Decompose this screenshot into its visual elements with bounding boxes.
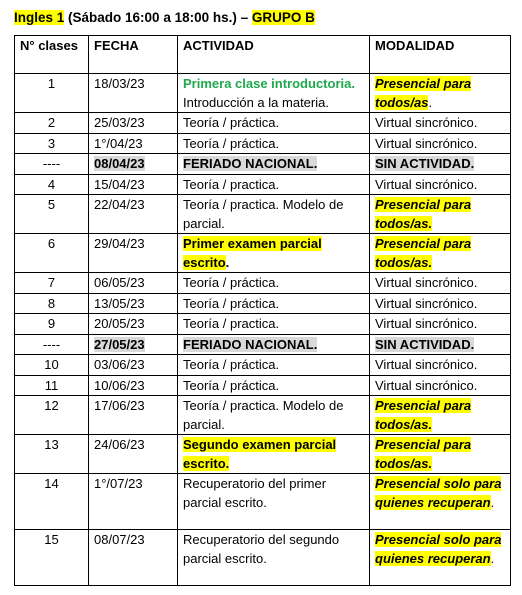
row-actividad: Teoría / práctica. [178,355,370,376]
row-actividad: Teoría / práctica. [178,133,370,154]
row-modalidad [370,396,511,435]
row-actividad [178,154,370,175]
exam-suffix: . [225,254,230,270]
holiday-date: 27/05/23 [94,336,145,352]
row-num: 3 [15,133,89,154]
row-num: 15 [15,530,89,586]
row-fecha: 15/04/23 [89,174,178,195]
row-actividad: Recuperatorio del segundo parcial escrito. [178,530,370,586]
row-fecha: 13/05/23 [89,293,178,314]
table-row [15,474,511,530]
modality-text: Presencial solo para quienes recuperan [375,532,502,566]
modality-text: Presencial solo para quienes recuperan [375,476,502,510]
table-row [15,530,511,586]
table-row [15,396,511,435]
modality-text: Presencial para todos/as. [375,398,472,432]
table-row [15,74,511,113]
row-actividad: Teoría / práctica. [178,113,370,134]
row-num: ---- [15,334,89,355]
row-fecha: 29/04/23 [89,234,178,273]
row-fecha [89,154,178,175]
row-fecha: 1°/07/23 [89,474,178,530]
row-num: 12 [15,396,89,435]
table-row [15,113,511,134]
row-num: ---- [15,154,89,175]
row-fecha: 06/05/23 [89,273,178,294]
modality-suffix: . [490,494,495,510]
row-num: 8 [15,293,89,314]
table-row [15,435,511,474]
holiday-label: FERIADO NACIONAL. [183,156,318,171]
modality-suffix: . [428,94,433,110]
table-row [15,174,511,195]
table-row [15,234,511,273]
modality-text: Presencial para todos/as. [375,437,472,471]
row-modalidad: Virtual sincrónico. [370,273,511,294]
row-num: 4 [15,174,89,195]
header-fecha: FECHA [89,36,178,74]
table-row [15,133,511,154]
header-modalidad: MODALIDAD [370,36,511,74]
row-modalidad: Virtual sincrónico. [370,133,511,154]
row-num: 13 [15,435,89,474]
holiday-modality: SIN ACTIVIDAD. [375,156,475,171]
row-actividad: Teoría / práctica. [178,273,370,294]
row-modalidad: Virtual sincrónico. [370,355,511,376]
row-actividad: Teoría / practica. Modelo de parcial. [178,195,370,234]
modality-text: Presencial para todos/as. [375,236,472,270]
modality-text: Presencial para todos/as. [375,197,472,231]
row-modalidad [370,74,511,113]
course-schedule: (Sábado 16:00 a 18:00 hs.) – [64,10,252,25]
row-num: 6 [15,234,89,273]
row-actividad: Recuperatorio del primer parcial escrito. [178,474,370,530]
header-row [15,36,511,74]
row-fecha: 20/05/23 [89,314,178,335]
course-name: Ingles 1 [14,10,65,25]
row-modalidad: Virtual sincrónico. [370,375,511,396]
row-modalidad: Virtual sincrónico. [370,113,511,134]
row-fecha: 08/07/23 [89,530,178,586]
row-num: 11 [15,375,89,396]
row-num: 14 [15,474,89,530]
row-modalidad [370,334,511,355]
exam-label: Primer examen parcial escrito [183,236,322,270]
row-modalidad: Virtual sincrónico. [370,293,511,314]
row-num: 1 [15,74,89,113]
activity-main: Primera clase introductoria. [183,76,355,91]
row-num: 5 [15,195,89,234]
table-row [15,154,511,175]
table-row [15,334,511,355]
holiday-date: 08/04/23 [94,156,145,171]
row-fecha: 1°/04/23 [89,133,178,154]
table-row [15,273,511,294]
row-fecha [89,334,178,355]
row-modalidad [370,154,511,175]
exam-label: Segundo examen parcial escrito. [183,437,337,471]
row-fecha: 25/03/23 [89,113,178,134]
row-num: 7 [15,273,89,294]
row-num: 9 [15,314,89,335]
row-actividad: Teoría / práctica. [178,293,370,314]
modality-suffix: . [490,550,495,566]
row-actividad [178,74,370,113]
row-modalidad: Virtual sincrónico. [370,174,511,195]
modality-text: Presencial para todos/as [375,76,472,110]
table-row [15,195,511,234]
row-fecha: 10/06/23 [89,375,178,396]
row-actividad: Teoría / practica. [178,314,370,335]
row-actividad: Teoría / practica. Modelo de parcial. [178,396,370,435]
row-num: 2 [15,113,89,134]
row-modalidad [370,234,511,273]
row-num: 10 [15,355,89,376]
row-actividad [178,435,370,474]
header-num: N° clases [15,36,89,74]
holiday-modality: SIN ACTIVIDAD. [375,336,475,352]
row-modalidad: Virtual sincrónico. [370,314,511,335]
row-fecha: 24/06/23 [89,435,178,474]
table-row [15,314,511,335]
table-row [15,355,511,376]
row-fecha: 18/03/23 [89,74,178,113]
row-actividad: Teoría / práctica. [178,375,370,396]
row-actividad: Teoría / practica. [178,174,370,195]
activity-sub: Introducción a la materia. [183,94,329,110]
table-row [15,293,511,314]
table-row [15,375,511,396]
row-modalidad [370,435,511,474]
row-modalidad [370,195,511,234]
row-modalidad [370,530,511,586]
row-fecha: 03/06/23 [89,355,178,376]
schedule-table [14,35,511,586]
document-title [14,9,315,27]
row-fecha: 17/06/23 [89,396,178,435]
row-modalidad [370,474,511,530]
header-actividad: ACTIVIDAD [178,36,370,74]
row-actividad [178,234,370,273]
row-actividad [178,334,370,355]
holiday-label: FERIADO NACIONAL. [183,336,318,352]
row-fecha: 22/04/23 [89,195,178,234]
group-name: GRUPO B [251,10,315,25]
